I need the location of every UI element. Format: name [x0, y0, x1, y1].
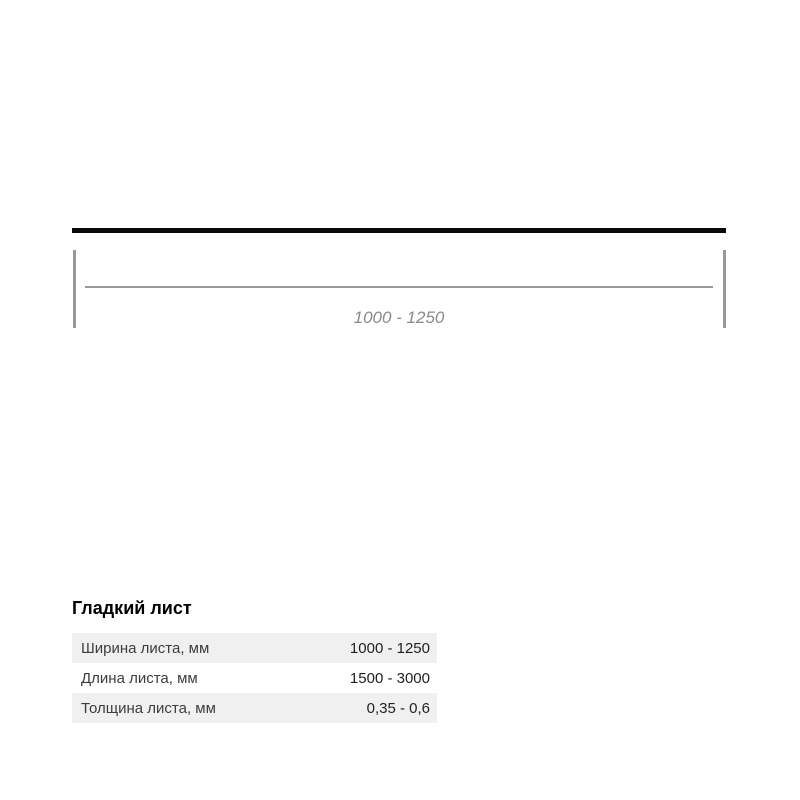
sheet-profile-line	[72, 228, 726, 233]
spec-label: Толщина листа, мм	[81, 699, 216, 717]
spec-label: Длина листа, мм	[81, 669, 198, 687]
dimension-width-label: 1000 - 1250	[353, 308, 445, 327]
product-title: Гладкий лист	[72, 598, 192, 618]
spec-value: 0,35 - 0,6	[366, 699, 430, 717]
table-row	[72, 693, 437, 723]
table-row	[72, 663, 437, 693]
spec-value: 1000 - 1250	[349, 639, 430, 657]
table-row	[72, 633, 437, 663]
dimension-line	[85, 286, 713, 288]
spec-label: Ширина листа, мм	[81, 639, 210, 657]
spec-value: 1500 - 3000	[349, 669, 430, 687]
spec-table	[72, 633, 437, 723]
